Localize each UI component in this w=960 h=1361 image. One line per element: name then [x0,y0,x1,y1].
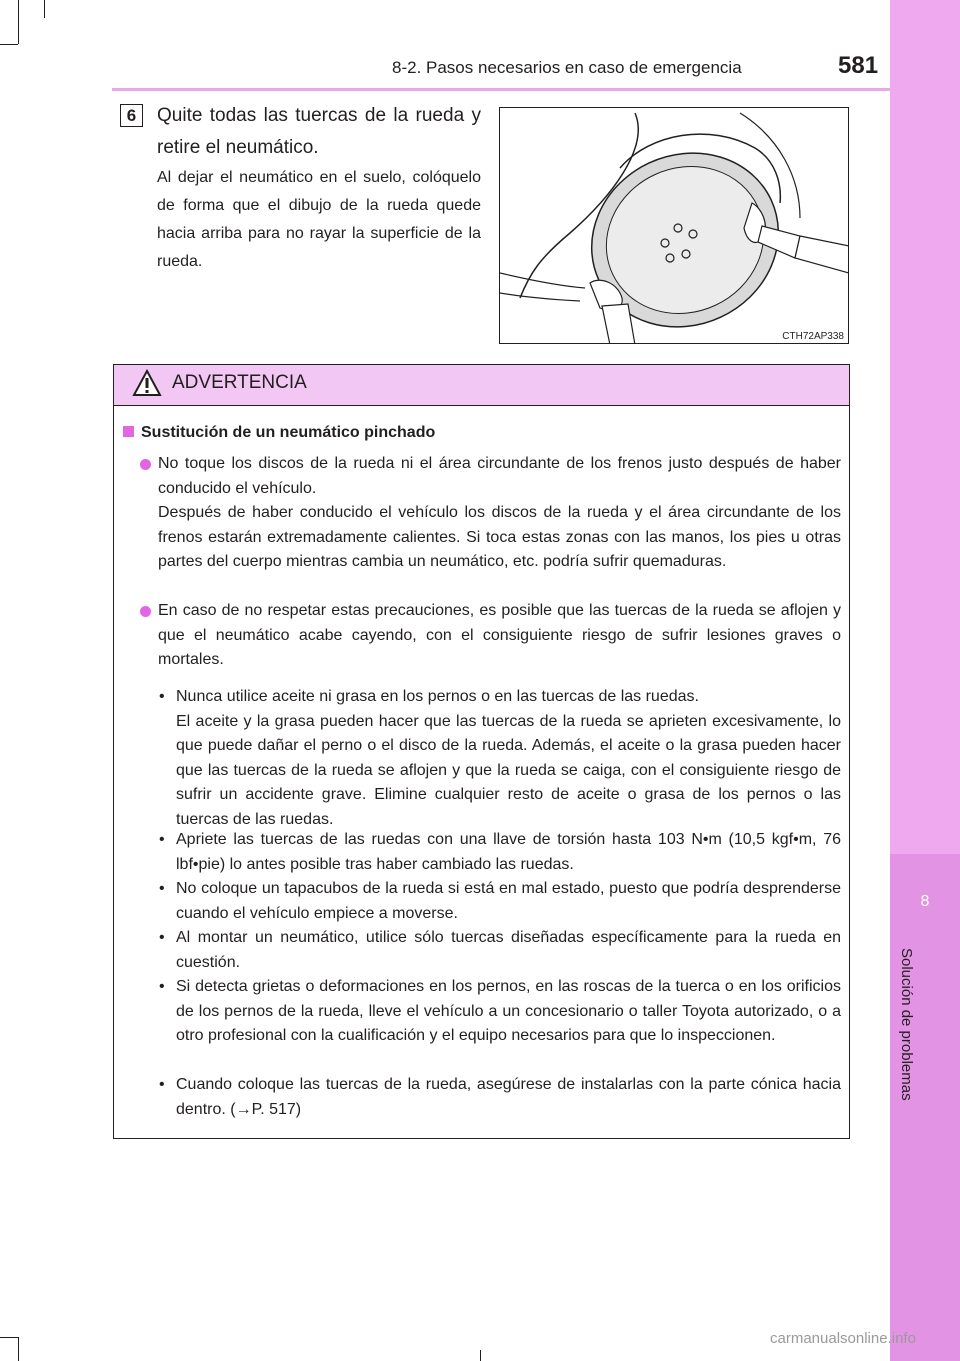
figure-code: CTH72AP338 [782,331,844,342]
step-body: Al dejar el neumático en el suelo, colóquelo de forma que el dibujo de la rueda quede hacia arriba para no rayar la superficie de la rueda. [157,169,481,270]
warning-subtitle: Sustitución de un neumático pinchado [123,424,435,442]
warning-bullet [158,599,841,673]
step-number: 6 [120,104,143,127]
warning-subitem [159,828,841,877]
dot-marker-icon: • [159,1076,165,1093]
wheel-removal-illustration-icon [500,108,849,344]
dot-marker-icon: • [159,929,165,946]
bullet-text: No toque los discos de la rueda ni el área circundante de los frenos justo después de haber conducido el vehículo. [158,455,841,497]
subitem-text: Si detecta grietas o deformaciones en los pernos, en las roscas de la tuerca o en los orificios de los pernos de la rueda, lleve el vehículo a un concesionario o taller Toyota autorizado, o a otro profesional con la cualificación y el equipo necesarios para que lo inspeccionen. [176,978,841,1044]
crop-mark [0,44,18,45]
bullet-text: En caso de no respetar estas precauciones, es posible que las tuercas de la rueda se aflojen y que el neumático acabe cayendo, con el consiguiente riesgo de sufrir lesiones graves o mortales. [158,602,841,668]
circle-bullet-icon [140,606,151,617]
dot-marker-icon: • [159,880,165,897]
wheel-removal-figure [499,107,849,344]
subitem-text: Al montar un neumático, utilice sólo tuercas diseñadas específicamente para la rueda en cuestión. [176,929,841,971]
crop-mark [44,0,45,18]
crop-mark [18,0,19,44]
subitem-text: No coloque un tapacubos de la rueda si está en mal estado, puesto que podría desprenderse cuando el vehículo empiece a moverse. [176,880,841,922]
subitem-text: El aceite y la grasa pueden hacer que las tuercas de la rueda se aprieten excesivamente, lo que puede dañar el perno o el disco de la rueda. Además, el aceite o la grasa pueden hacer que las tuercas de la rueda se aflojen y que la rueda se caiga, con el consiguiente riesgo de sufrir un accidente grave. Elimine cualquier resto de aceite o grasa de los pernos o las tuercas de las ruedas. [176,712,841,828]
watermark: carmanualsonline.info [770,1330,916,1347]
dot-marker-icon: • [159,978,165,995]
bullet-text: Después de haber conducido el vehículo los discos de la rueda y el área circundante de los frenos estarán extremadamente calientes. Si toca estas zonas con las manos, los pies u otras partes del cuerpo mientras cambia un neumático, etc. podría sufrir quemaduras. [158,504,841,570]
subitem-text: Cuando coloque las tuercas de la rueda, asegúrese de instalarlas con la parte cónica hacia dentro. (→P. 517) [176,1076,841,1118]
chapter-number: 8 [920,893,930,910]
crop-mark [480,1350,481,1361]
warning-subitem [159,1073,841,1122]
warning-bullet [158,452,841,575]
dot-marker-icon: • [159,688,165,705]
warning-subitem [159,685,841,832]
header-divider [112,88,890,91]
page-number: 581 [838,52,879,79]
chapter-label: Solución de problemas [898,948,915,1101]
warning-header [114,365,849,406]
crop-mark [0,1337,18,1338]
warning-subitem [159,877,841,926]
step-heading: Quite todas las tuercas de la rueda y retire el neumático. [157,105,481,158]
warning-title: ADVERTENCIA [172,372,307,393]
warning-subitem [159,926,841,975]
dot-marker-icon: • [159,831,165,848]
circle-bullet-icon [140,459,151,470]
subitem-text: Apriete las tuercas de las ruedas con una llave de torsión hasta 103 N•m (10,5 kgf•m, 76 lbf•pie) lo antes posible tras haber cambiado las ruedas. [176,831,841,873]
square-bullet-icon [123,426,134,437]
warning-subitem [159,975,841,1049]
warning-box [113,364,850,1139]
section-title: 8-2. Pasos necesarios en caso de emergencia [392,58,742,77]
subitem-text: Nunca utilice aceite ni grasa en los pernos o en las tuercas de las ruedas. [176,688,699,705]
warning-triangle-icon [132,369,162,397]
crop-mark [18,1337,19,1361]
